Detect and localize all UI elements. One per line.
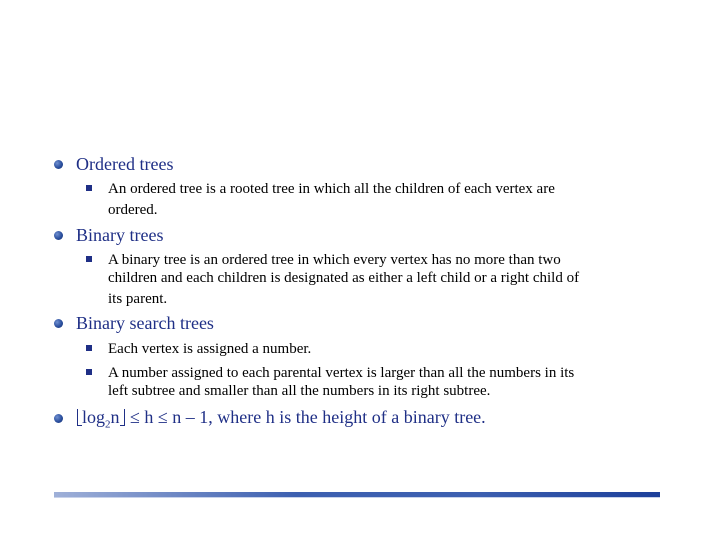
subitem-line: A binary tree is an ordered tree in which every vertex has no more than two (108, 252, 561, 268)
square-bullet-icon (86, 256, 92, 262)
subitem-line: its parent. (108, 291, 168, 307)
heading-binary-trees: Binary trees (76, 225, 164, 245)
bullet-icon (54, 231, 63, 240)
floor-left-bracket (76, 409, 82, 426)
formula-base: 2 (105, 418, 111, 431)
subitem-line: Each vertex is assigned a number. (108, 341, 312, 357)
subitem-line: left subtree and smaller than all the numbers in its right subtree. (108, 383, 491, 399)
height-bound-formula (76, 407, 486, 435)
subitem-line: An ordered tree is a rooted tree in which all the children of each vertex are (108, 181, 555, 197)
formula-arg: n (110, 407, 120, 427)
footer-divider-shadow (54, 497, 660, 498)
formula-rest: ≤ h ≤ n – 1, where h is the height of a binary tree. (130, 407, 486, 427)
square-bullet-icon (86, 185, 92, 191)
bullet-icon (54, 414, 63, 423)
square-bullet-icon (86, 369, 92, 375)
formula-log: log (82, 407, 106, 427)
bullet-icon (54, 319, 63, 328)
bullet-icon (54, 160, 63, 169)
heading-ordered-trees: Ordered trees (76, 154, 174, 174)
subitem-line: A number assigned to each parental vertex is larger than all the numbers in its (108, 365, 575, 381)
subitem-line: children and each children is designated as either a left child or a right child of (108, 270, 580, 286)
heading-binary-search-trees: Binary search trees (76, 313, 214, 333)
floor-right-bracket (120, 409, 126, 426)
square-bullet-icon (86, 345, 92, 351)
subitem-line: ordered. (108, 202, 158, 218)
